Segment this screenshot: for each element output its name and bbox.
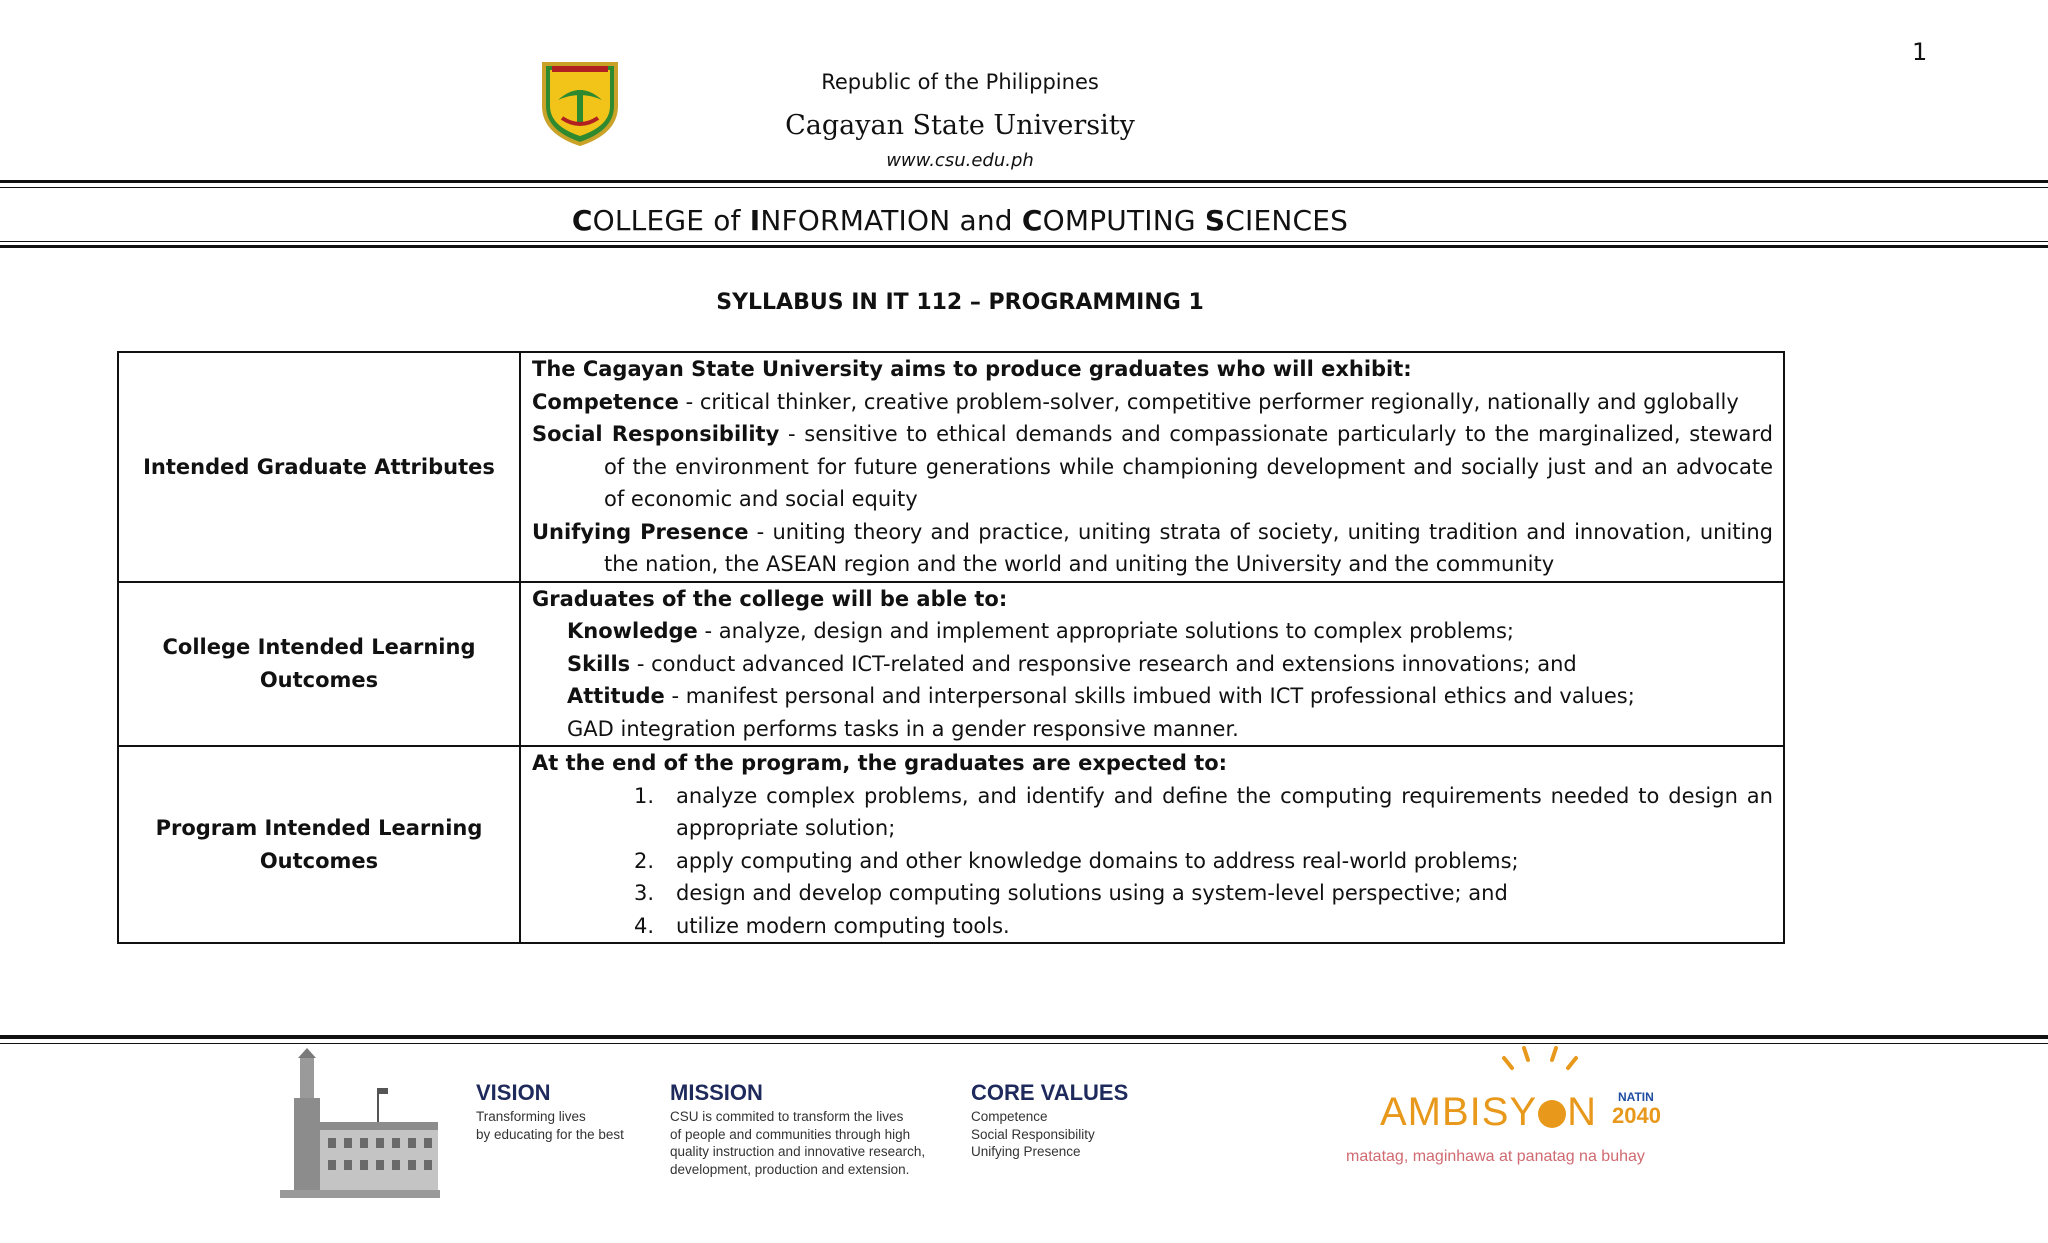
table-row [118, 582, 1784, 747]
program-outcomes-content [520, 746, 1784, 943]
footer-rule-thin [0, 1043, 2048, 1044]
gad-integration: GAD integration performs tasks in a gender responsive manner. [567, 716, 1239, 741]
program-outcomes-list [532, 780, 1773, 943]
list-item: Competence - critical thinker, creative problem-solver, competitive performer regionally, nationally and gglobally [532, 389, 1739, 414]
college-rule-thin [0, 241, 2048, 242]
list-item: 4. utilize modern computing tools. [634, 913, 1010, 938]
ambisyon-natin: NATIN [1618, 1090, 1654, 1104]
ambisyon-o-icon [1538, 1100, 1566, 1128]
page-number: 1 [1912, 38, 1928, 66]
graduate-attributes-label: Intended Graduate Attributes [118, 352, 520, 582]
footer-rule-thick [0, 1035, 2048, 1039]
syllabus-title: SYLLABUS IN IT 112 – PROGRAMMING 1 [716, 290, 1204, 315]
mission-text: CSU is commited to transform the lives of people and communities through high quality instruction and innovative research, development, production and extension. [670, 1109, 926, 1177]
header-rule-thin [0, 187, 2048, 188]
vision-text: Transforming lives by educating for the best [476, 1109, 624, 1142]
mission-title: MISSION [670, 1080, 763, 1105]
syllabus-table [117, 351, 1785, 944]
list-item: Knowledge - analyze, design and implement appropriate solutions to complex problems; [567, 619, 1514, 643]
college-outcomes-intro: Graduates of the college will be able to: [532, 586, 1008, 611]
header-rule-thick [0, 180, 2048, 183]
college-outcomes-label: College Intended Learning Outcomes [118, 582, 520, 747]
vision-title: VISION [476, 1080, 551, 1105]
ambisyon-year: 2040 [1612, 1103, 1661, 1128]
ambisyon-tagline: matatag, maginhawa at panatag na buhay [1346, 1148, 1645, 1165]
college-rule-thick [0, 245, 2048, 248]
list-item: Attitude - manifest personal and interpersonal skills imbued with ICT professional ethics and values; [567, 684, 1635, 708]
program-outcomes-label: Program Intended Learning Outcomes [118, 746, 520, 943]
list-item: 1. analyze complex problems, and identify and define the computing requirements needed to design an appropriate solution; [634, 783, 1773, 840]
university-name: Cagayan State University [785, 110, 1135, 141]
graduate-attributes-intro: The Cagayan State University aims to produce graduates who will exhibit: [532, 357, 1412, 381]
list-item: Skills - conduct advanced ICT-related and responsive research and extensions innovations; and [567, 651, 1577, 676]
list-item: Social Responsibility - sensitive to ethical demands and compassionate particularly to the marginalized, steward of the environment for future generations while championing development and socially just and an advocate of economic and social equity [532, 422, 1773, 511]
core-values-text: Competence Social Responsibility Unifying Presence [971, 1109, 1095, 1159]
college-name: COLLEGE of INFORMATION and COMPUTING SCIENCES [571, 204, 1349, 237]
program-outcomes-intro: At the end of the program, the graduates are expected to: [532, 751, 1228, 775]
list-item: 2. apply computing and other knowledge domains to address real-world problems; [634, 848, 1519, 873]
ambisyon-logo: AMBISY N [1380, 1090, 1598, 1134]
sun-rays-icon [1500, 1046, 1580, 1086]
list-item: 3. design and develop computing solutions using a system-level perspective; and [634, 881, 1508, 905]
list-item: Unifying Presence - uniting theory and practice, uniting strata of society, uniting tradition and innovation, uniting the nation, the ASEAN region and the world and uniting the University and the community [532, 519, 1773, 576]
university-website: www.csu.edu.ph [886, 150, 1034, 171]
core-values-title: CORE VALUES [971, 1080, 1129, 1105]
table-row [118, 746, 1784, 943]
graduate-attributes-content [520, 352, 1784, 582]
republic-line: Republic of the Philippines [821, 70, 1099, 94]
table-row [118, 352, 1784, 582]
university-building-icon [280, 1048, 440, 1198]
college-outcomes-content [520, 582, 1784, 747]
